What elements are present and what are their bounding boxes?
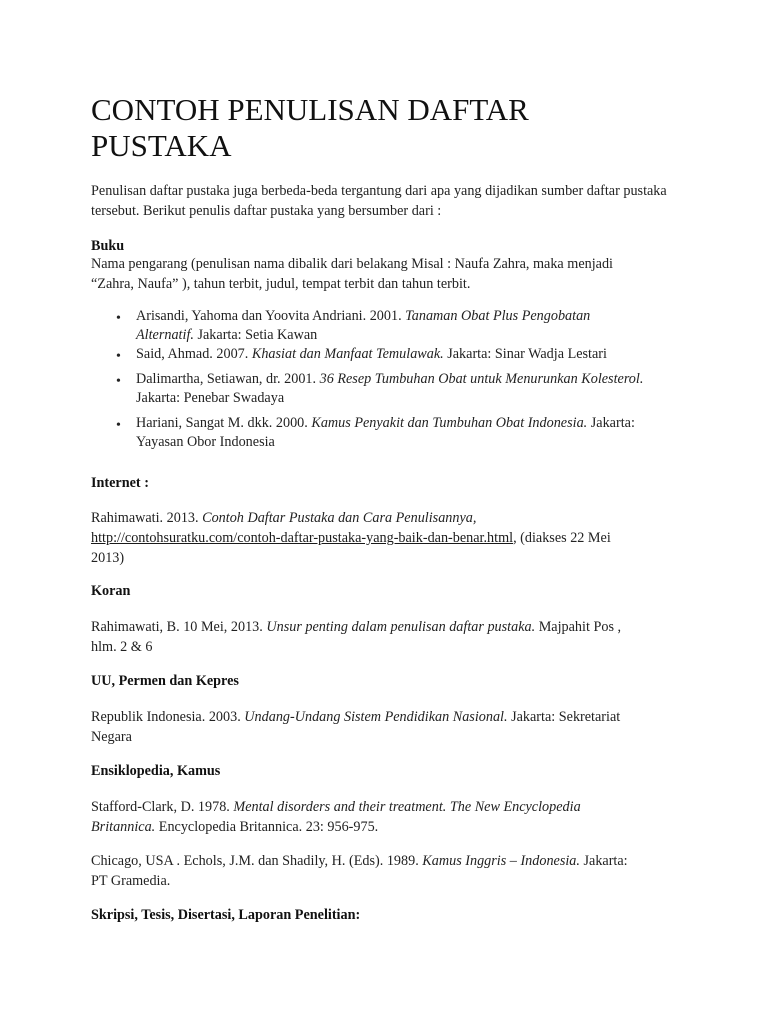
title-line-1: CONTOH PENULISAN DAFTAR	[91, 92, 529, 127]
buku-desc-line-2: “Zahra, Naufa” ), tahun terbit, judul, tempat terbit dan tahun terbit.	[91, 276, 471, 292]
internet-reference: Rahimawati. 2013. Contoh Daftar Pustaka dan Cara Penulisannya, http://contohsuratku.com/contoh-daftar-pustaka-yang-baik-dan-benar.html, (diakses 22 Mei 2013)	[91, 510, 611, 566]
section-heading-internet: Internet :	[91, 475, 149, 491]
section-heading-koran: Koran	[91, 583, 131, 599]
page-title	[91, 92, 651, 164]
list-item: • Said, Ahmad. 2007. Khasiat dan Manfaat Temulawak. Jakarta: Sinar Wadja Lestari	[116, 346, 607, 364]
bullet-icon: •	[116, 418, 121, 433]
bullet-icon: •	[116, 349, 121, 364]
list-item: • Arisandi, Yahoma dan Yoovita Andriani. 2001. Tanaman Obat Plus Pengobatan Alternatif. Jakarta: Setia Kawan	[116, 308, 591, 343]
ensiklopedia-reference-2: Chicago, USA . Echols, J.M. dan Shadily, H. (Eds). 1989. Kamus Inggris – Indonesia. Jakarta: PT Gramedia.	[91, 853, 628, 889]
uu-reference: Republik Indonesia. 2003. Undang-Undang Sistem Pendidikan Nasional. Jakarta: Sekretariat Negara	[91, 709, 621, 745]
list-item: • Dalimartha, Setiawan, dr. 2001. 36 Resep Tumbuhan Obat untuk Menurunkan Kolesterol. Jakarta: Penebar Swadaya	[116, 371, 644, 406]
section-heading-skripsi: Skripsi, Tesis, Disertasi, Laporan Penelitian:	[91, 907, 361, 923]
intro-paragraph: Penulisan daftar pustaka juga berbeda-beda tergantung dari apa yang dijadikan sumber daftar pustaka tersebut. Berikut penulis daftar pustaka yang bersumber dari :	[91, 183, 667, 219]
reference-link[interactable]: http://contohsuratku.com/contoh-daftar-pustaka-yang-baik-dan-benar.html	[91, 530, 514, 546]
koran-reference: Rahimawati, B. 10 Mei, 2013. Unsur penting dalam penulisan daftar pustaka. Majpahit Pos , hlm. 2 & 6	[91, 619, 622, 655]
section-heading-buku: Buku	[91, 238, 125, 254]
bullet-icon: •	[116, 374, 121, 389]
buku-desc-line-1: Nama pengarang (penulisan nama dibalik dari belakang Misal : Naufa Zahra, maka menjadi	[91, 256, 613, 272]
bullet-icon: •	[116, 311, 121, 326]
buku-description	[91, 254, 681, 294]
title-line-2: PUSTAKA	[91, 128, 232, 163]
list-item: • Hariani, Sangat M. dkk. 2000. Kamus Penyakit dan Tumbuhan Obat Indonesia. Jakarta: Yayasan Obor Indonesia	[116, 415, 635, 450]
book-reference-list	[91, 307, 691, 452]
section-heading-ensiklopedia: Ensiklopedia, Kamus	[91, 763, 221, 779]
section-heading-uu: UU, Permen dan Kepres	[91, 673, 239, 689]
ensiklopedia-reference-1: Stafford-Clark, D. 1978. Mental disorders and their treatment. The New Encyclopedia Britannica. Encyclopedia Britannica. 23: 956-975.	[91, 799, 581, 835]
